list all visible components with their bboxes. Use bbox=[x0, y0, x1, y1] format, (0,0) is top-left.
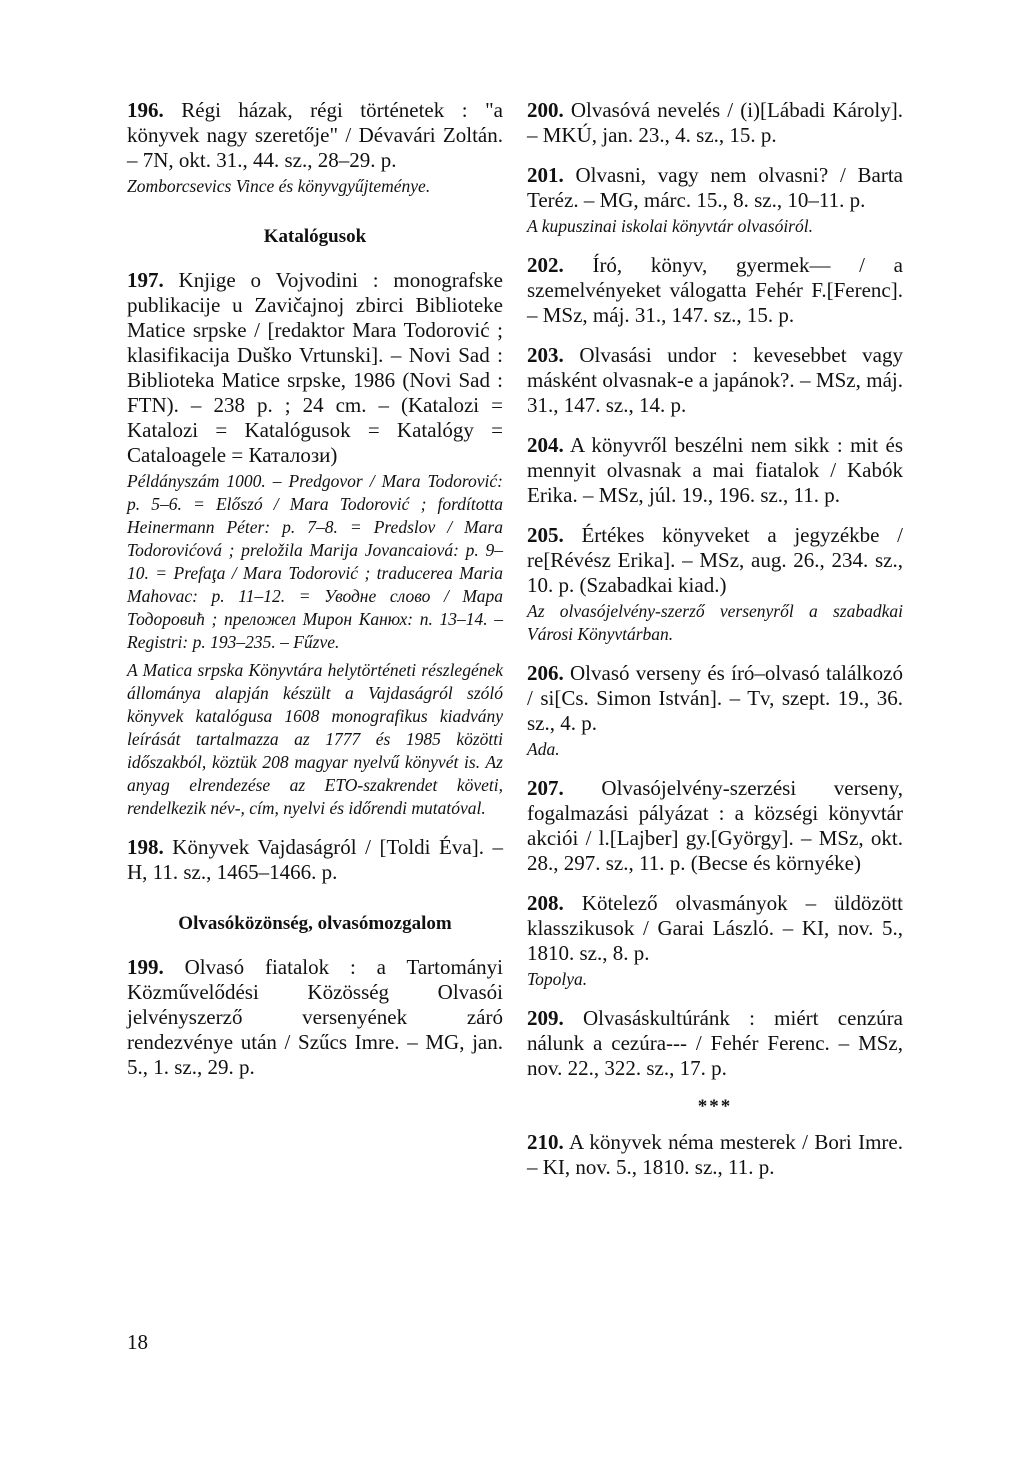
entry-text: Olvasó fiatalok : a Tartományi Közművelődési Közösség Olvasói jelvényszerző versenyének záró rendezvénye után / Szűcs Imre. – MG, jan. 5., 1. sz., 29. p. bbox=[127, 955, 503, 1079]
entry-204 bbox=[527, 433, 903, 508]
entry-text: Olvasójelvény-szerzési verseny, fogalmazási pályázat : a községi könyvtár akciói / l.[Lajber] gy.[György]. – MSz, okt. 28., 297. sz., 11. p. (Becse és környéke) bbox=[527, 776, 903, 875]
entry-text: Knjige o Vojvodini : monografske publikacije u Zavičajnoj zbirci Biblioteke Matice srpske / [redaktor Mara Todorović ; klasifikacija Duško Vrtunski]. – Novi Sad : Biblioteka Matice srpske, 1986 (Novi Sad : FTN). – 238 p. ; 24 cm. – (Katalozi = Katalozi = Katalógusok = Katalógy = Cataloagele = Каталози) bbox=[127, 268, 503, 467]
entry-text: Értékes könyveket a jegyzékbe / re[Révész Erika]. – MSz, aug. 26., 234. sz., 10. p. (Szabadkai kiad.) bbox=[527, 523, 903, 597]
entry-text: Olvasási undor : kevesebbet vagy másként olvasnak-e a japánok?. – MSz, máj. 31., 147. sz., 14. p. bbox=[527, 343, 903, 417]
entry-207 bbox=[527, 776, 903, 876]
section-heading: Katalógusok bbox=[263, 226, 367, 247]
entry-200 bbox=[527, 98, 903, 148]
entry-198 bbox=[127, 835, 503, 885]
entry-201 bbox=[527, 163, 903, 213]
entry-number: 201. bbox=[527, 163, 564, 187]
entry-number: 203. bbox=[527, 343, 564, 367]
entry-208 bbox=[527, 891, 903, 966]
entry-number: 199. bbox=[127, 955, 164, 979]
entry-210 bbox=[527, 1130, 903, 1180]
section-separator: *** bbox=[697, 1096, 733, 1117]
entry-note: Példányszám 1000. – Predgovor / Mara Todorović: p. 5–6. = Előszó / Mara Todorović ; fordította Heinermann Péter: p. 7–8. = Predslov / Mara Todorovićová ; preložila Marija Jovancaiová: p. 9–10. = Prefaţa / Mara Todorović ; traducerea Maria Mahovac: p. 11–12. = Уводне слово / Мара Тодоровић ; преложел Мирон Канюх: п. 13–14. – Registri: p. 193–235. – Fűzve. bbox=[127, 471, 503, 652]
entry-text: Olvasni, vagy nem olvasni? / Barta Teréz. – MG, márc. 15., 8. sz., 10–11. p. bbox=[527, 163, 903, 212]
entry-text: Író, könyv, gyermek— / a szemelvényeket válogatta Fehér F.[Ferenc]. – MSz, máj. 31., 147. sz., 15. p. bbox=[527, 253, 903, 327]
entry-note: Zomborcsevics Vince és könyvgyűjteménye. bbox=[127, 176, 431, 196]
entry-text: A könyvről beszélni nem sikk : mit és mennyit olvasnak a mai fiatalok / Kabók Erika. – MSz, júl. 19., 196. sz., 11. p. bbox=[527, 433, 903, 507]
entry-199 bbox=[127, 955, 503, 1080]
entry-annotation: A Matica srpska Könyvtára helytörténeti részlegének állománya alapján készült a Vajdaságról szóló könyvek katalógusa 1608 monografikus kiadvány leírását tartalmazza az 1777 és 1985 közötti időszakból, köztük 208 magyar nyelvű könyvét is. Az anyag elrendezése az ETO-szakrendet követi, rendelkezik név-, cím, nyelvi és időrendi mutatóval. bbox=[127, 660, 503, 818]
entry-number: 210. bbox=[527, 1130, 564, 1154]
entry-note: Topolya. bbox=[527, 969, 588, 989]
entry-text: A könyvek néma mesterek / Bori Imre. – KI, nov. 5., 1810. sz., 11. p. bbox=[527, 1130, 903, 1179]
entry-number: 198. bbox=[127, 835, 164, 859]
entry-number: 208. bbox=[527, 891, 564, 915]
section-heading: Olvasóközönség, olvasómozgalom bbox=[178, 913, 452, 934]
right-column bbox=[527, 98, 903, 1195]
entry-number: 207. bbox=[527, 776, 564, 800]
entry-note: Ada. bbox=[527, 739, 560, 759]
entry-202 bbox=[527, 253, 903, 328]
entry-number: 205. bbox=[527, 523, 564, 547]
entry-number: 206. bbox=[527, 661, 564, 685]
entry-text: Régi házak, régi történetek : "a könyvek nagy szeretője" / Dévavári Zoltán. – 7N, okt. 31., 44. sz., 28–29. p. bbox=[127, 98, 503, 172]
entry-number: 196. bbox=[127, 98, 164, 122]
entry-text: Olvasó verseny és író–olvasó találkozó / si[Cs. Simon István]. – Tv, szept. 19., 36. sz., 4. p. bbox=[527, 661, 903, 735]
entry-205 bbox=[527, 523, 903, 598]
entry-203 bbox=[527, 343, 903, 418]
entry-number: 202. bbox=[527, 253, 564, 277]
entry-209 bbox=[527, 1006, 903, 1081]
entry-number: 197. bbox=[127, 268, 164, 292]
entry-text: Kötelező olvasmányok – üldözött klasszikusok / Garai László. – KI, nov. 5., 1810. sz., 8. p. bbox=[527, 891, 903, 965]
entry-note: Az olvasójelvény-szerző versenyről a szabadkai Városi Könyvtárban. bbox=[527, 601, 903, 644]
entry-197 bbox=[127, 268, 503, 468]
left-column bbox=[127, 98, 503, 1095]
entry-number: 200. bbox=[527, 98, 564, 122]
entry-number: 204. bbox=[527, 433, 564, 457]
entry-196 bbox=[127, 98, 503, 173]
page-number: 18 bbox=[127, 1330, 148, 1354]
entry-number: 209. bbox=[527, 1006, 564, 1030]
entry-text: Olvasóvá nevelés / (i)[Lábadi Károly]. – MKÚ, jan. 23., 4. sz., 15. p. bbox=[527, 98, 903, 147]
entry-text: Olvasáskultúránk : miért cenzúra nálunk a cezúra--- / Fehér Ferenc. – MSz, nov. 22., 322. sz., 17. p. bbox=[527, 1006, 903, 1080]
entry-text: Könyvek Vajdaságról / [Toldi Éva]. – H, 11. sz., 1465–1466. p. bbox=[127, 835, 503, 884]
entry-206 bbox=[527, 661, 903, 736]
entry-note: A kupuszinai iskolai könyvtár olvasóiról. bbox=[527, 216, 813, 236]
